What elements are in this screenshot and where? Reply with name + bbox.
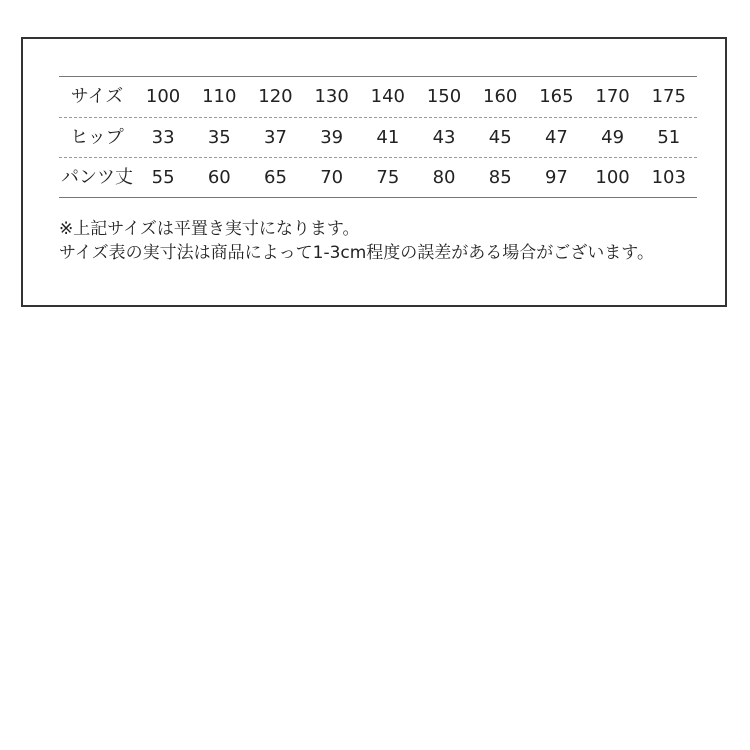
row-label-hip: ヒップ xyxy=(70,126,124,148)
table-cell: 130 xyxy=(314,86,349,107)
table-cell: 43 xyxy=(432,126,456,148)
table-cell: 60 xyxy=(207,166,231,188)
table-cell: 97 xyxy=(544,166,568,188)
table-row-size xyxy=(59,77,697,117)
row-label-pants-length: パンツ丈 xyxy=(61,166,133,188)
note-flat-measurement: ※上記サイズは平置き実寸になります。 xyxy=(59,219,360,239)
table-cell: 150 xyxy=(426,86,462,107)
size-notes xyxy=(59,217,654,265)
table-cell: 45 xyxy=(488,126,512,148)
table-cell: 175 xyxy=(651,86,686,107)
table-cell: 41 xyxy=(376,126,400,148)
table-cell: 65 xyxy=(264,166,287,188)
note-measurement-tolerance: サイズ表の実寸法は商品によって1-3cm程度の誤差がある場合がございます。 xyxy=(59,243,654,263)
table-cell: 85 xyxy=(488,166,512,188)
table-cell: 49 xyxy=(601,126,625,148)
size-chart-frame xyxy=(21,37,727,307)
table-cell: 100 xyxy=(595,166,630,188)
table-cell: 39 xyxy=(320,126,344,148)
table-cell: 47 xyxy=(544,126,568,148)
table-cell: 170 xyxy=(595,86,630,107)
table-cell: 35 xyxy=(207,126,231,148)
table-cell: 120 xyxy=(258,86,293,107)
table-cell: 110 xyxy=(202,86,237,107)
table-cell: 33 xyxy=(151,126,175,148)
table-cell: 37 xyxy=(264,126,287,148)
table-cell: 100 xyxy=(145,86,181,107)
size-table xyxy=(59,76,697,198)
table-cell: 165 xyxy=(539,86,574,107)
row-label-size: サイズ xyxy=(70,86,124,107)
table-cell: 103 xyxy=(651,166,686,188)
table-cell: 140 xyxy=(370,86,406,107)
table-cell: 160 xyxy=(483,86,518,107)
table-row-hip xyxy=(59,117,697,157)
table-cell: 70 xyxy=(320,166,344,188)
table-cell: 80 xyxy=(432,166,456,188)
table-cell: 55 xyxy=(151,166,175,188)
table-cell: 75 xyxy=(376,166,400,188)
table-cell: 51 xyxy=(657,126,681,148)
table-row-pants-length xyxy=(59,157,697,197)
